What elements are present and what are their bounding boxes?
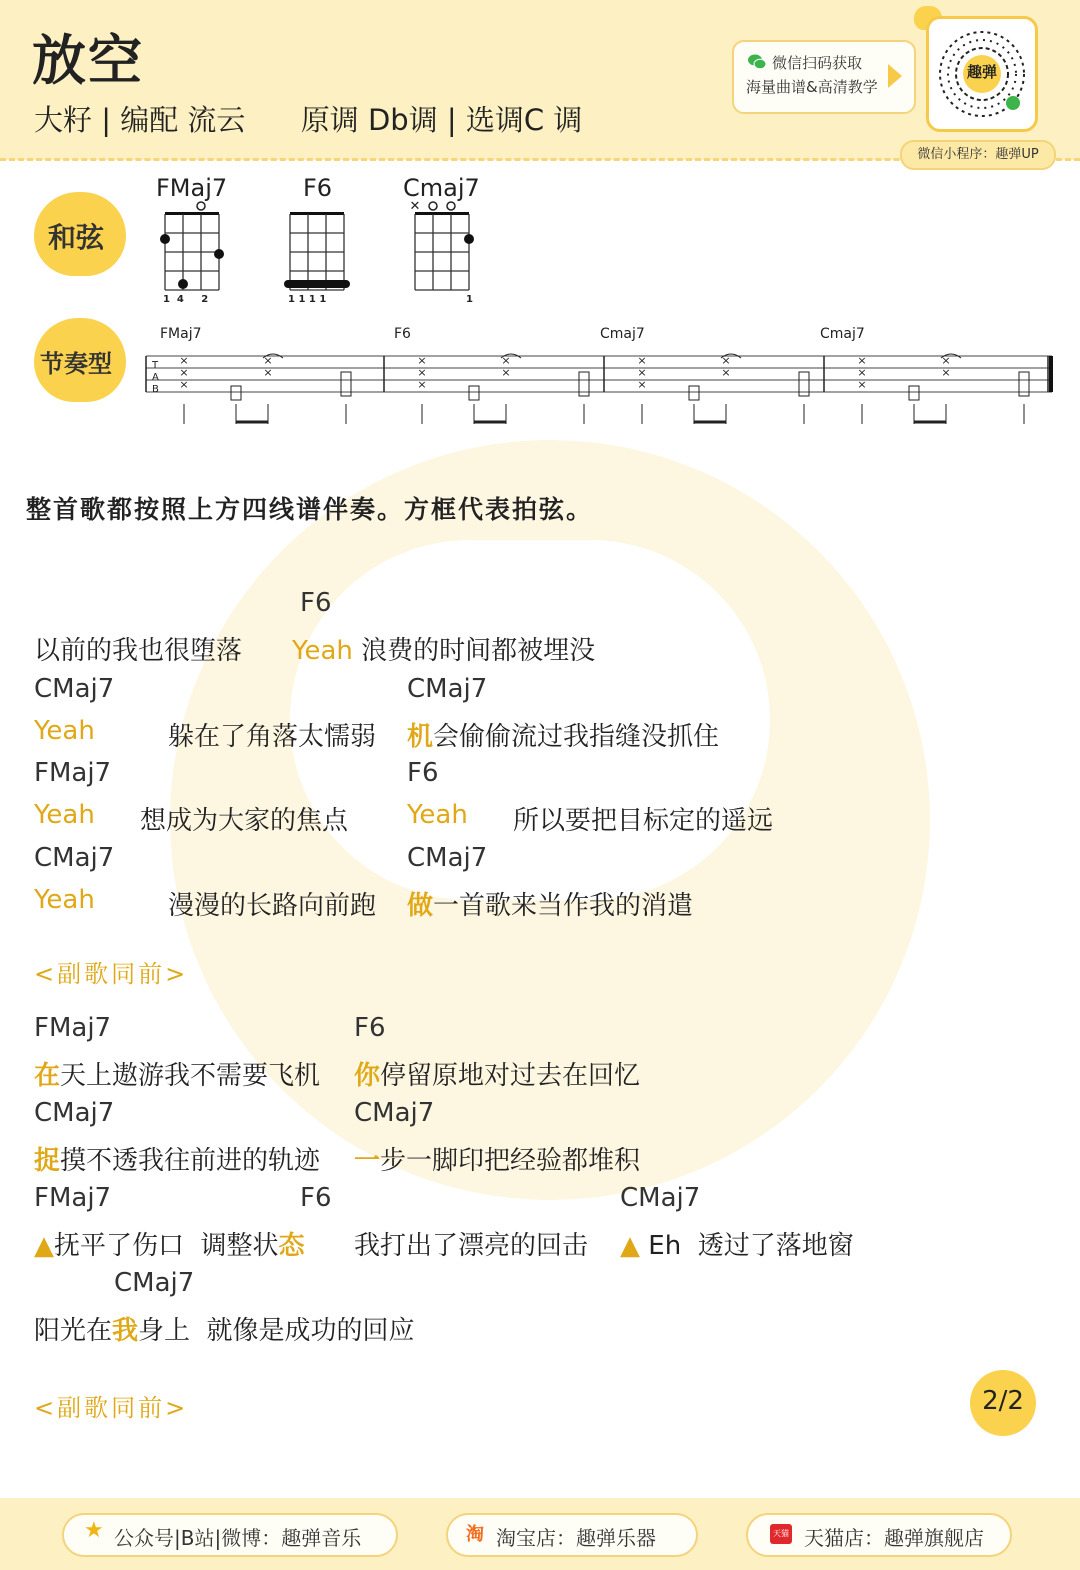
- lyric-highlight: Yeah: [292, 636, 353, 666]
- lyric-line: [34, 1310, 415, 1347]
- lyric-text: Eh 透过了落地窗: [640, 1231, 854, 1261]
- beat-x-mark: ×: [179, 366, 189, 379]
- beat-box-mark: [909, 386, 919, 400]
- rhythm-label: 节奏型: [40, 350, 112, 378]
- beat-x-mark: ×: [417, 378, 427, 391]
- promo-text-1: 微信扫码获取: [772, 54, 863, 72]
- beat-box-mark: [231, 386, 241, 400]
- lyric-text: 我打出了漂亮的回击: [354, 1231, 589, 1261]
- lyric-line: [407, 800, 468, 830]
- chord-label: F6: [407, 758, 439, 788]
- footer-social-text: 公众号|B站|微博：趣弹音乐: [114, 1526, 362, 1550]
- lyric-highlight: 做: [407, 891, 434, 921]
- footer-taobao-text: 淘宝店：趣弹乐器: [496, 1526, 656, 1550]
- beat-x-mark: ×: [941, 354, 951, 367]
- measure-chord: Cmaj7: [600, 326, 645, 342]
- lyric-line: [354, 1055, 640, 1092]
- lyric-text: 停留原地对过去在回忆: [380, 1061, 641, 1091]
- measure-chord: F6: [394, 326, 411, 342]
- lyric-highlight: 你: [354, 1061, 381, 1091]
- lyric-highlight: Yeah: [34, 885, 95, 915]
- rhythm-tab: [144, 348, 1056, 428]
- lyric-line: [354, 1140, 640, 1177]
- lyric-highlight: Yeah: [407, 800, 468, 830]
- chord-label: CMaj7: [34, 843, 115, 873]
- chord-label: CMaj7: [407, 843, 488, 873]
- lyric-text: 阳光在: [34, 1316, 113, 1346]
- chords-label: 和弦: [48, 221, 105, 254]
- beat-x-mark: ×: [721, 366, 731, 379]
- lyric-text: 天上遨游我不需要飞机: [60, 1061, 321, 1091]
- wechat-icon: [748, 54, 766, 70]
- miniprogram-label: 微信小程序：趣弹UP: [900, 140, 1056, 170]
- chord-diagram-fmaj7: [160, 202, 224, 290]
- fingering: 1 1 1 1: [288, 294, 327, 305]
- chord-label: F6: [300, 1183, 332, 1213]
- lyric-text: 所以要把目标定的遥远: [513, 806, 774, 836]
- lyric-line: [407, 885, 693, 922]
- chord-label: CMaj7: [407, 674, 488, 704]
- song-subtitle: 大籽 | 编配 流云 原调 Db调 | 选调C 调: [34, 103, 583, 137]
- chord-label: F6: [300, 588, 332, 618]
- chord-label: F6: [354, 1013, 386, 1043]
- lyric-text: 摸不透我往前进的轨迹: [60, 1146, 321, 1176]
- lyric-highlight: Yeah: [34, 800, 95, 830]
- beat-x-mark: ×: [417, 354, 427, 367]
- lyric-line: [620, 1225, 854, 1262]
- beat-x-mark: ×: [637, 354, 647, 367]
- triangle-icon: ▲: [34, 1231, 54, 1261]
- chord-label: CMaj7: [34, 1098, 115, 1128]
- chord-label: FMaj7: [34, 1013, 112, 1043]
- lyric-text: 想成为大家的焦点: [140, 806, 349, 836]
- beat-x-mark: ×: [637, 378, 647, 391]
- beat-box-mark: [689, 386, 699, 400]
- triangle-icon: ▲: [620, 1231, 640, 1261]
- beat-x-mark: ×: [263, 366, 273, 379]
- chord-label: CMaj7: [114, 1268, 195, 1298]
- lyric-line: [34, 800, 95, 830]
- lyric-line: [407, 716, 719, 753]
- chord-name: Cmaj7: [403, 174, 480, 202]
- svg-text:✕: ✕: [409, 199, 421, 214]
- chord-label: CMaj7: [620, 1183, 701, 1213]
- lyric-text: 身上 就像是成功的回应: [138, 1316, 415, 1346]
- beat-x-mark: ×: [857, 354, 867, 367]
- promo-text-2: 海量曲谱&高清教学: [746, 78, 878, 96]
- lyric-highlight: 捉: [34, 1146, 61, 1176]
- measure-chord: Cmaj7: [820, 326, 865, 342]
- beat-x-mark: ×: [857, 378, 867, 391]
- lyric-highlight: Yeah: [34, 716, 95, 746]
- lyric-line: [34, 716, 95, 746]
- lyric-highlight: 在: [34, 1061, 61, 1091]
- song-title: 放空: [32, 29, 144, 92]
- lyric-text: 会偷偷流过我指缝没抓住: [433, 722, 720, 752]
- lyric-text: 浪费的时间都被埋没: [352, 636, 596, 666]
- beat-x-mark: ×: [501, 366, 511, 379]
- svg-text:B: B: [152, 384, 159, 395]
- arrow-right-icon: [888, 64, 902, 88]
- chord-diagram-cmaj7: [410, 199, 474, 290]
- lyric-highlight: 一: [354, 1146, 381, 1176]
- lyric-text: 步一脚印把经验都堆积: [380, 1146, 641, 1176]
- qr-code[interactable]: [926, 16, 1038, 132]
- page-number: 2/2: [982, 1386, 1024, 1416]
- taobao-icon: 淘: [466, 1524, 484, 1545]
- lyric-line: [34, 885, 95, 915]
- beat-x-mark: ×: [179, 378, 189, 391]
- beat-x-mark: ×: [637, 366, 647, 379]
- svg-text:A: A: [152, 372, 159, 383]
- qr-label: 趣弹: [966, 63, 997, 81]
- lyric-text: 躲在了角落太懦弱: [168, 722, 377, 752]
- chord-label: FMaj7: [34, 1183, 112, 1213]
- chord-name: F6: [303, 174, 333, 202]
- lyric-text: 以前的我也很堕落: [34, 636, 243, 666]
- beat-box-mark: [469, 386, 479, 400]
- lyric-line: [34, 1055, 320, 1092]
- svg-text:T: T: [152, 360, 159, 371]
- lyric-line: [34, 630, 595, 667]
- instruction-text: 整首歌都按照上方四线谱伴奏。方框代表拍弦。: [26, 495, 594, 524]
- chord-label: FMaj7: [34, 758, 112, 788]
- lyric-highlight: 机: [407, 722, 434, 752]
- beat-x-mark: ×: [417, 366, 427, 379]
- lyric-text: 抚平了伤口 调整状: [54, 1231, 279, 1261]
- chord-diagrams: [150, 196, 490, 308]
- footer-tmall-text: 天猫店：趣弹旗舰店: [804, 1526, 984, 1550]
- lyric-line: [34, 1225, 305, 1262]
- beat-x-mark: ×: [501, 354, 511, 367]
- lyric-highlight: 我: [112, 1316, 139, 1346]
- beat-x-mark: ×: [179, 354, 189, 367]
- measure-chord: FMaj7: [160, 326, 202, 342]
- fingering: 1: [466, 294, 473, 305]
- chord-name: FMaj7: [156, 174, 228, 202]
- chord-diagram-f6: [284, 212, 350, 290]
- beat-x-mark: ×: [857, 366, 867, 379]
- lyric-text: 一首歌来当作我的消遣: [433, 891, 694, 921]
- chorus-note: <副歌同前>: [34, 1394, 189, 1422]
- chord-label: CMaj7: [34, 674, 115, 704]
- chorus-note: <副歌同前>: [34, 960, 189, 988]
- beat-x-mark: ×: [263, 354, 273, 367]
- chord-label: CMaj7: [354, 1098, 435, 1128]
- lyric-highlight: 态: [278, 1231, 305, 1261]
- beat-x-mark: ×: [941, 366, 951, 379]
- star-icon: ★: [84, 1518, 104, 1543]
- tmall-icon: 天猫: [770, 1524, 792, 1544]
- lyric-text: 漫漫的长路向前跑: [168, 891, 377, 921]
- lyric-line: [34, 1140, 320, 1177]
- beat-x-mark: ×: [721, 354, 731, 367]
- fingering: 1 4 2: [163, 294, 209, 305]
